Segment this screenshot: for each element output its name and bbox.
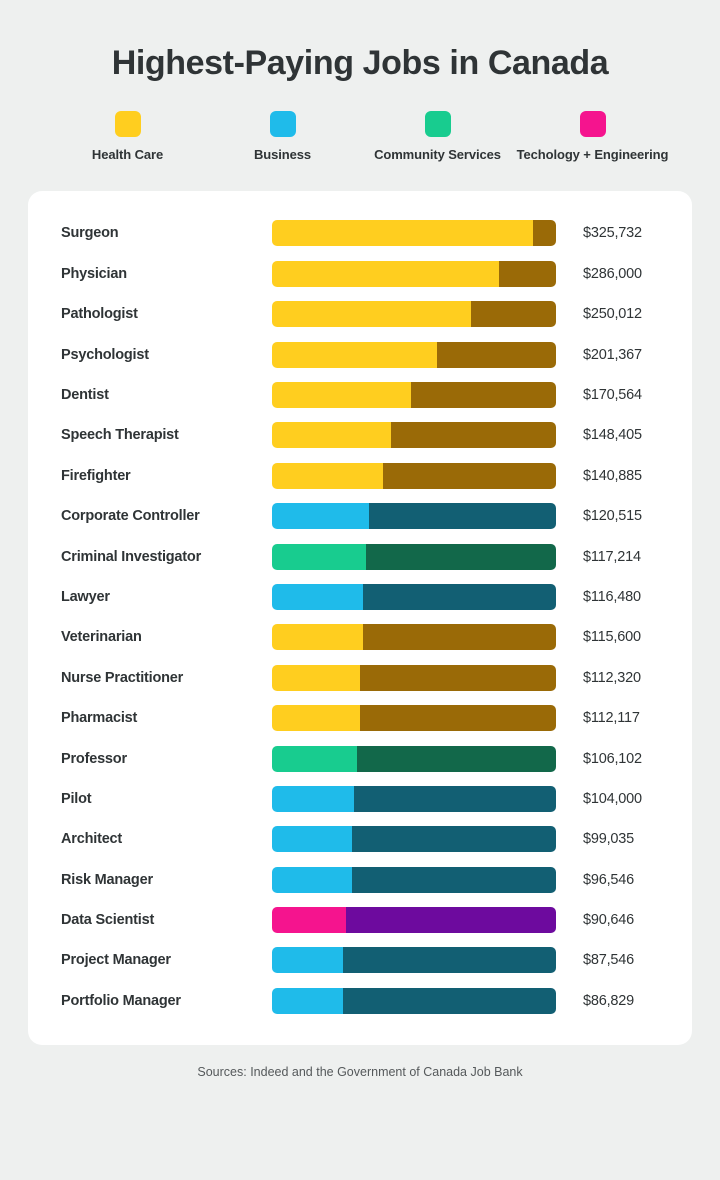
table-row	[28, 496, 692, 536]
salary-bar	[272, 665, 556, 691]
bar-segment-dark	[363, 584, 556, 610]
salary-bar	[272, 907, 556, 933]
job-title-label: Corporate Controller	[61, 508, 200, 525]
table-row	[28, 698, 692, 738]
salary-bar	[272, 867, 556, 893]
bar-track	[272, 382, 556, 408]
legend-item	[515, 111, 670, 163]
salary-bar	[272, 988, 556, 1014]
salary-bar	[272, 220, 556, 246]
job-title-label: Dentist	[61, 387, 109, 403]
job-title-label: Architect	[61, 831, 123, 848]
bar-track	[272, 826, 556, 852]
salary-value: $170,564	[583, 387, 642, 403]
salary-value: $96,546	[583, 871, 635, 888]
bar-track	[272, 988, 556, 1014]
legend	[0, 111, 720, 163]
job-title-label: Speech Therapist	[61, 427, 179, 444]
salary-bar	[272, 786, 556, 812]
legend-item	[360, 111, 515, 163]
bar-segment-light	[272, 261, 499, 287]
salary-value: $86,829	[583, 992, 635, 1009]
bar-segment-dark	[366, 544, 556, 570]
bar-segment-light	[272, 988, 343, 1014]
legend-swatch-icon	[270, 111, 296, 137]
bar-segment-dark	[471, 301, 556, 327]
bar-segment-dark	[360, 705, 556, 731]
salary-value: $112,320	[583, 669, 641, 686]
table-row	[28, 779, 692, 819]
page-title: Highest-Paying Jobs in Canada	[111, 44, 609, 82]
bar-segment-dark	[363, 624, 556, 650]
salary-bar	[272, 746, 556, 772]
job-title-label: Professor	[61, 750, 127, 767]
bar-segment-light	[272, 463, 383, 489]
bar-segment-dark	[369, 503, 556, 529]
bar-segment-dark	[343, 947, 556, 973]
bar-segment-light	[272, 624, 363, 650]
bar-track	[272, 463, 556, 489]
job-title-label: Psychologist	[61, 346, 149, 363]
table-row	[28, 456, 692, 496]
legend-label: Techology + Engineering	[516, 147, 669, 162]
table-row	[28, 860, 692, 900]
bar-track	[272, 867, 556, 893]
salary-bar	[272, 624, 556, 650]
table-row	[28, 577, 692, 617]
table-row	[28, 415, 692, 455]
bar-segment-dark	[411, 382, 556, 408]
salary-bar	[272, 503, 556, 529]
bar-track	[272, 907, 556, 933]
bar-segment-light	[272, 947, 343, 973]
table-row	[28, 254, 692, 294]
bar-segment-dark	[352, 867, 556, 893]
job-title-label: Nurse Practitioner	[61, 669, 184, 686]
salary-bar	[272, 301, 556, 327]
salary-bar	[272, 947, 556, 973]
salary-value: $117,214	[583, 548, 641, 565]
salary-bar	[272, 261, 556, 287]
legend-label: Health Care	[91, 147, 164, 162]
bar-segment-dark	[346, 907, 556, 933]
bar-segment-light	[272, 584, 363, 610]
bar-segment-dark	[360, 665, 556, 691]
table-row	[28, 738, 692, 778]
job-title-label: Surgeon	[61, 225, 119, 242]
bar-segment-light	[272, 907, 346, 933]
salary-bar	[272, 705, 556, 731]
job-title-label: Pharmacist	[61, 710, 138, 727]
bar-segment-light	[272, 220, 533, 246]
salary-value: $90,646	[583, 912, 635, 929]
table-row	[28, 940, 692, 980]
salary-value: $250,012	[583, 306, 642, 323]
table-row	[28, 536, 692, 576]
table-row	[28, 819, 692, 859]
bar-segment-light	[272, 867, 352, 893]
salary-bar	[272, 544, 556, 570]
bar-track	[272, 503, 556, 529]
job-title-label: Risk Manager	[61, 871, 153, 888]
table-row	[28, 981, 692, 1021]
job-title-label: Pathologist	[61, 306, 138, 323]
salary-value: $112,117	[583, 710, 640, 727]
bar-segment-light	[272, 503, 369, 529]
bar-segment-dark	[352, 826, 556, 852]
bar-segment-dark	[499, 261, 556, 287]
job-title-label: Criminal Investigator	[61, 548, 202, 565]
bar-track	[272, 947, 556, 973]
bar-track	[272, 261, 556, 287]
job-title-label: Project Manager	[61, 952, 171, 969]
job-title-label: Lawyer	[61, 588, 110, 605]
table-row	[28, 658, 692, 698]
salary-value: $120,515	[583, 508, 642, 525]
job-title-label: Physician	[61, 265, 127, 282]
bar-segment-light	[272, 422, 391, 448]
table-row	[28, 617, 692, 657]
sources-note: Sources: Indeed and the Government of Canada Job Bank	[197, 1065, 523, 1080]
bar-segment-dark	[354, 786, 556, 812]
job-title-label: Pilot	[61, 790, 92, 807]
bar-segment-light	[272, 544, 366, 570]
salary-bar	[272, 826, 556, 852]
salary-value: $116,480	[583, 588, 641, 605]
bar-segment-light	[272, 826, 352, 852]
salary-value: $325,732	[583, 225, 642, 242]
salary-bar	[272, 463, 556, 489]
salary-bar	[272, 382, 556, 408]
bar-segment-dark	[343, 988, 556, 1014]
bar-track	[272, 665, 556, 691]
bar-track	[272, 584, 556, 610]
bar-segment-dark	[437, 342, 556, 368]
bar-segment-light	[272, 382, 411, 408]
bar-track	[272, 705, 556, 731]
legend-label: Community Services	[374, 147, 501, 162]
table-row	[28, 294, 692, 334]
chart-card	[28, 191, 692, 1045]
job-title-label: Portfolio Manager	[61, 992, 181, 1009]
bar-track	[272, 342, 556, 368]
legend-item	[205, 111, 360, 163]
bar-segment-light	[272, 786, 354, 812]
legend-label: Business	[253, 147, 311, 162]
bar-track	[272, 786, 556, 812]
bar-track	[272, 544, 556, 570]
bar-segment-dark	[383, 463, 556, 489]
salary-value: $201,367	[583, 346, 642, 363]
bar-track	[272, 301, 556, 327]
bar-track	[272, 220, 556, 246]
bar-track	[272, 624, 556, 650]
salary-bar	[272, 342, 556, 368]
table-row	[28, 213, 692, 253]
bar-segment-light	[272, 665, 360, 691]
table-row	[28, 334, 692, 374]
salary-value: $106,102	[583, 750, 642, 767]
salary-bar	[272, 584, 556, 610]
bar-segment-dark	[533, 220, 556, 246]
salary-value: $115,600	[583, 629, 641, 646]
legend-swatch-icon	[425, 111, 451, 137]
bar-track	[272, 746, 556, 772]
salary-value: $104,000	[583, 790, 642, 807]
job-title-label: Firefighter	[61, 467, 131, 484]
salary-value: $148,405	[583, 427, 642, 444]
bar-segment-light	[272, 301, 471, 327]
bar-segment-dark	[357, 746, 556, 772]
bar-segment-light	[272, 705, 360, 731]
bar-segment-light	[272, 746, 357, 772]
bar-segment-dark	[391, 422, 556, 448]
legend-swatch-icon	[580, 111, 606, 137]
salary-value: $140,885	[583, 467, 642, 484]
salary-bar	[272, 422, 556, 448]
table-row	[28, 375, 692, 415]
bar-track	[272, 422, 556, 448]
legend-item	[50, 111, 205, 163]
bar-rows	[28, 213, 692, 1021]
job-title-label: Veterinarian	[61, 629, 142, 646]
salary-value: $87,546	[583, 952, 635, 969]
job-title-label: Data Scientist	[61, 912, 155, 929]
salary-value: $286,000	[583, 265, 642, 282]
bar-segment-light	[272, 342, 437, 368]
legend-swatch-icon	[115, 111, 141, 137]
table-row	[28, 900, 692, 940]
salary-value: $99,035	[583, 831, 635, 848]
